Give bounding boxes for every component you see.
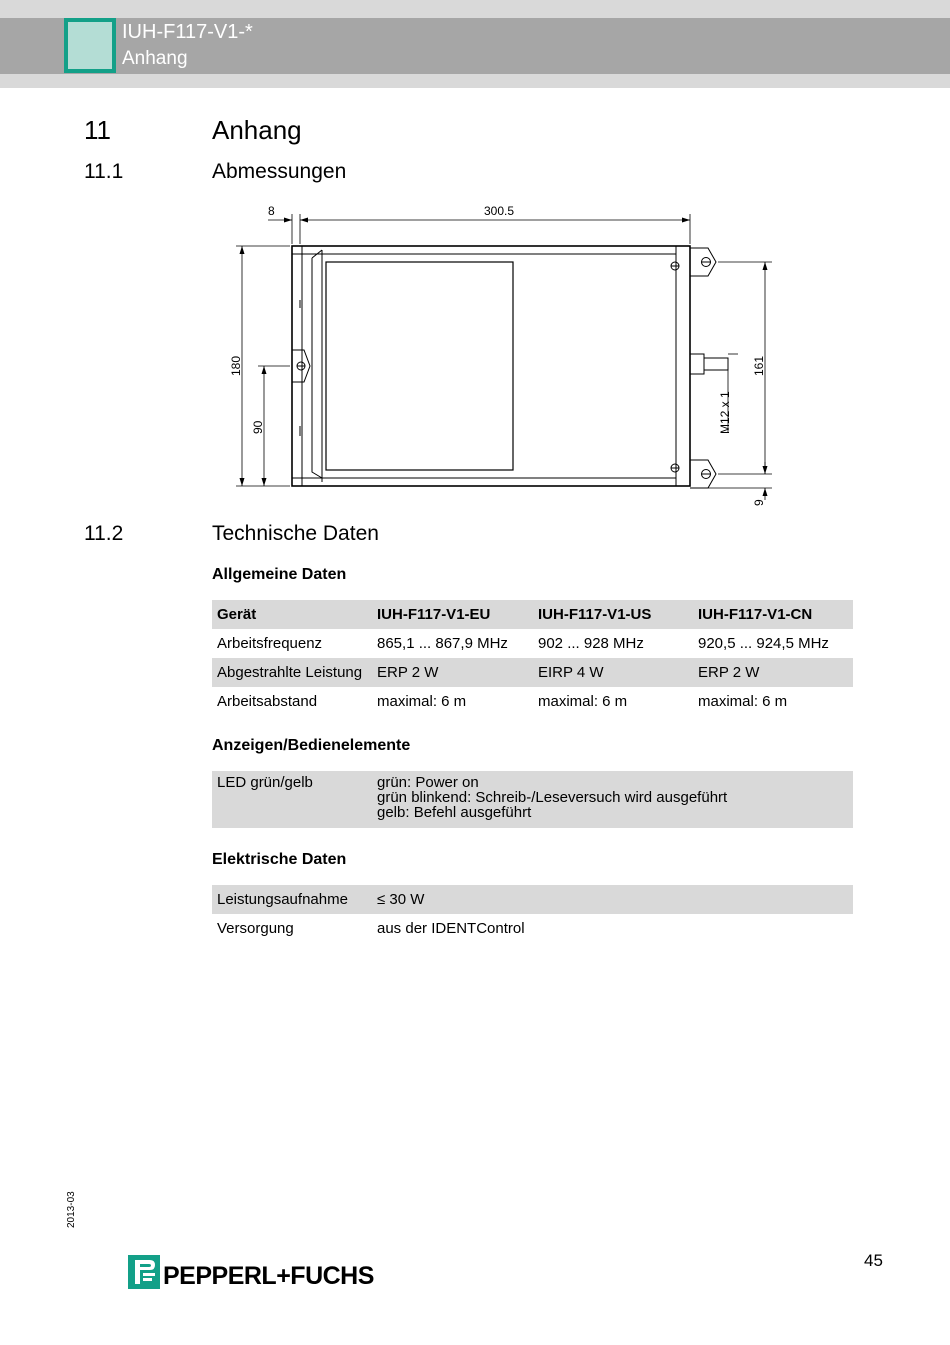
header-subtitle: Anhang: [122, 48, 188, 69]
table-header-cell: IUH-F117-V1-EU: [372, 600, 533, 629]
table-cell: Abgestrahlte Leistung: [212, 658, 372, 687]
indicators-heading: Anzeigen/Bedienelemente: [212, 737, 411, 754]
table-cell: maximal: 6 m: [698, 693, 788, 710]
table-cell: ≤ 30 W: [372, 885, 853, 914]
table-cell: maximal: 6 m: [538, 693, 628, 710]
dimension-drawing: [220, 200, 780, 510]
subsection-tech-number: 11.2: [84, 522, 124, 545]
table-header-cell: IUH-F117-V1-CN: [693, 600, 853, 629]
table-header-cell: Gerät: [212, 600, 372, 629]
section-title: Anhang: [212, 115, 302, 145]
subsection-tech-title: Technische Daten: [212, 522, 379, 545]
thread-label: M12 x 1: [718, 391, 732, 434]
section-number: 11: [84, 115, 111, 145]
table-cell: 902 ... 928 MHz: [538, 635, 644, 652]
subsection-dims-number: 11.1: [84, 160, 124, 183]
table-row: [212, 914, 853, 943]
led-line: grün blinkend: Schreib-/Leseversuch wird ausgeführt: [377, 789, 728, 806]
electrical-table: [212, 885, 853, 943]
dim-label-180: 180: [229, 355, 243, 376]
subsection-dims-title: Abmessungen: [212, 160, 347, 183]
table-row: [212, 658, 853, 687]
table-cell: ERP 2 W: [693, 658, 853, 687]
table-row: [212, 771, 853, 828]
table-cell: Leistungsaufnahme: [212, 885, 372, 914]
dim-label-9: 9: [752, 499, 766, 506]
header-color-marker: [64, 18, 116, 73]
table-cell: maximal: 6 m: [377, 693, 467, 710]
table-header-cell: IUH-F117-V1-US: [533, 600, 693, 629]
led-description: [372, 771, 853, 828]
dim-label-8: 8: [268, 204, 275, 218]
indicators-table: [212, 771, 853, 828]
pepperl-fuchs-logo-icon: [128, 1255, 160, 1289]
table-cell: LED grün/gelb: [212, 771, 372, 828]
page-number: 45: [864, 1251, 883, 1270]
table-cell: EIRP 4 W: [533, 658, 693, 687]
table-row: [212, 687, 853, 716]
table-row: [212, 885, 853, 914]
table-cell: 865,1 ... 867,9 MHz: [377, 635, 508, 652]
led-line: gelb: Befehl ausgeführt: [377, 804, 532, 821]
table-header-row: [212, 600, 853, 629]
brand-name: PEPPERL+FUCHS: [163, 1262, 374, 1290]
electrical-heading: Elektrische Daten: [212, 851, 347, 868]
table-cell: aus der IDENTControl: [377, 920, 525, 937]
led-line: grün: Power on: [377, 774, 479, 791]
table-row: [212, 629, 853, 658]
table-cell: Arbeitsfrequenz: [217, 635, 323, 652]
header-title: IUH-F117-V1-*: [122, 21, 253, 43]
general-heading: Allgemeine Daten: [212, 566, 347, 583]
table-cell: ERP 2 W: [372, 658, 533, 687]
table-cell: Arbeitsabstand: [217, 693, 318, 710]
edition-date: 2013-03: [66, 1191, 77, 1228]
table-cell: Versorgung: [217, 920, 294, 937]
header-bottom-strip: [0, 74, 950, 88]
header-top-strip: [0, 0, 950, 18]
dim-label-161: 161: [752, 355, 766, 376]
dim-label-90: 90: [251, 420, 265, 434]
table-cell: 920,5 ... 924,5 MHz: [698, 635, 829, 652]
dim-label-300-5: 300.5: [484, 204, 515, 218]
general-data-table: [212, 600, 853, 716]
